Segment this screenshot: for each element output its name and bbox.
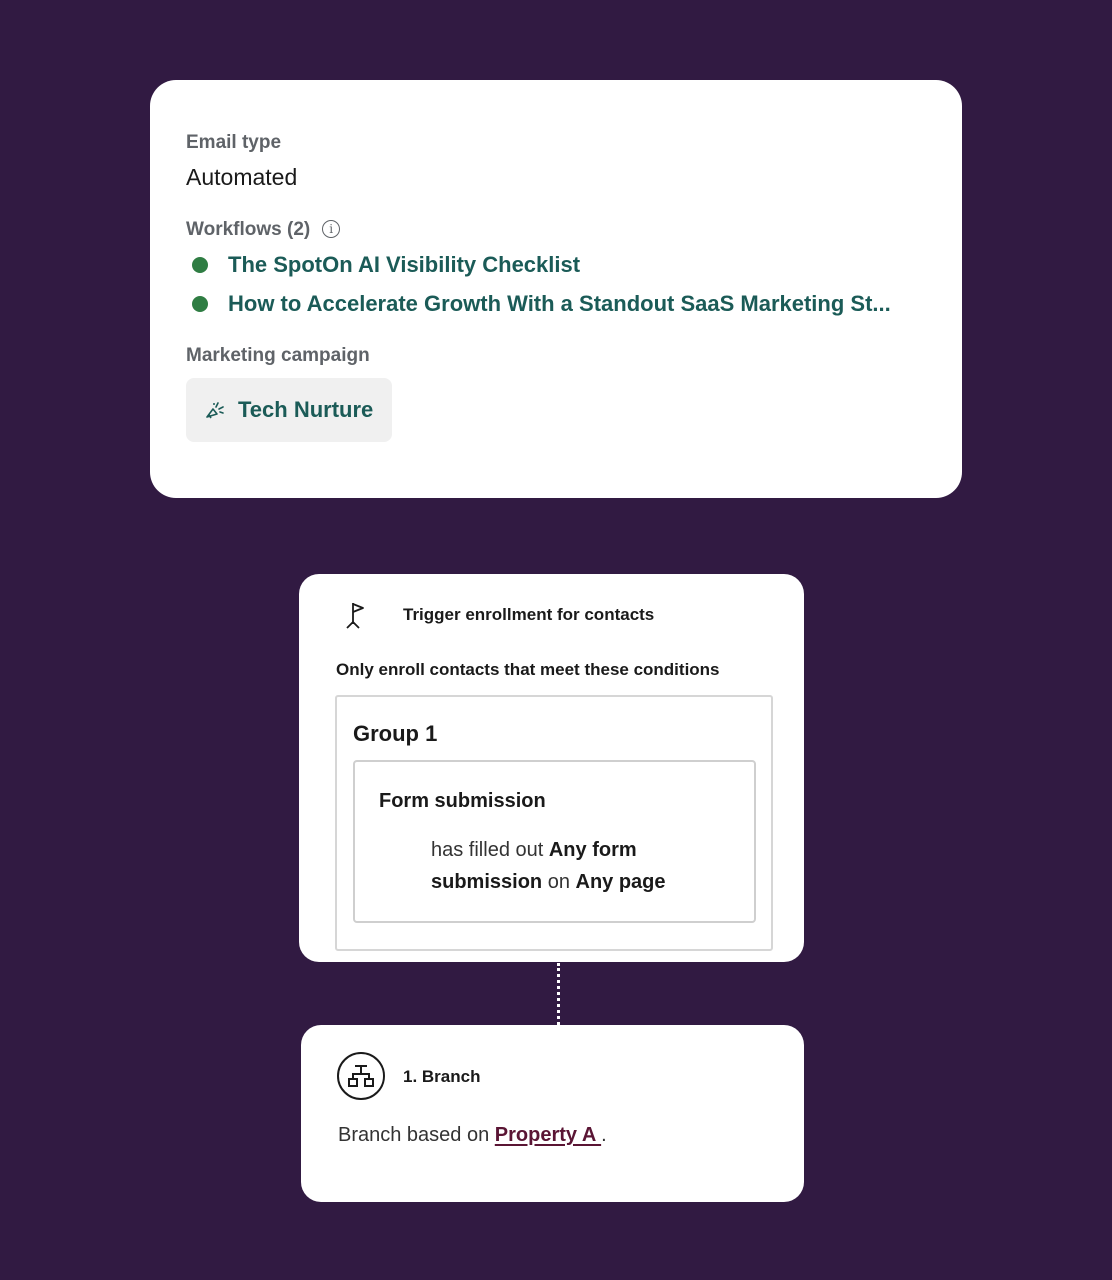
trigger-title: Trigger enrollment for contacts bbox=[403, 605, 655, 624]
workflow-item[interactable] bbox=[192, 250, 580, 280]
branch-description bbox=[338, 1124, 607, 1147]
branch-desc-suffix: . bbox=[601, 1124, 607, 1146]
workflow-connector bbox=[557, 963, 560, 1025]
email-type-value: Automated bbox=[186, 164, 298, 190]
filter-description bbox=[431, 834, 731, 898]
megaphone-icon bbox=[204, 399, 226, 421]
filter-value: Any form submission bbox=[431, 839, 637, 893]
trigger-card[interactable] bbox=[299, 574, 804, 962]
workflow-status-dot bbox=[192, 296, 208, 312]
workflows-label bbox=[186, 219, 340, 241]
email-details-card bbox=[150, 80, 962, 498]
workflows-label-text: Workflows (2) bbox=[186, 219, 311, 240]
flag-icon bbox=[343, 600, 369, 630]
workflow-link[interactable]: The SpotOn AI Visibility Checklist bbox=[228, 252, 581, 277]
branch-icon bbox=[336, 1051, 386, 1101]
campaign-chip[interactable] bbox=[186, 378, 392, 442]
branch-card[interactable] bbox=[301, 1025, 804, 1202]
info-icon[interactable]: i bbox=[322, 220, 340, 238]
group-title: Group 1 bbox=[353, 721, 438, 746]
filter-value: Any page bbox=[575, 871, 666, 893]
workflow-link[interactable]: How to Accelerate Growth With a Standout SaaS Marketing St... bbox=[228, 291, 891, 316]
filter-text: on bbox=[542, 871, 576, 893]
branch-title: 1. Branch bbox=[403, 1067, 481, 1086]
workflow-status-dot bbox=[192, 257, 208, 273]
branch-desc-prefix: Branch based on bbox=[338, 1124, 495, 1146]
property-link[interactable]: Property A bbox=[494, 1124, 602, 1146]
filter-text: has filled out bbox=[431, 839, 549, 861]
trigger-header bbox=[343, 600, 654, 630]
filter-card[interactable] bbox=[353, 760, 756, 923]
campaign-name: Tech Nurture bbox=[238, 397, 374, 422]
email-type-label: Email type bbox=[186, 132, 282, 153]
marketing-campaign-label: Marketing campaign bbox=[186, 345, 370, 366]
conditions-text: Only enroll contacts that meet these conditions bbox=[336, 660, 720, 679]
workflow-item[interactable] bbox=[192, 289, 891, 319]
condition-group bbox=[335, 695, 773, 951]
filter-title: Form submission bbox=[379, 790, 546, 812]
